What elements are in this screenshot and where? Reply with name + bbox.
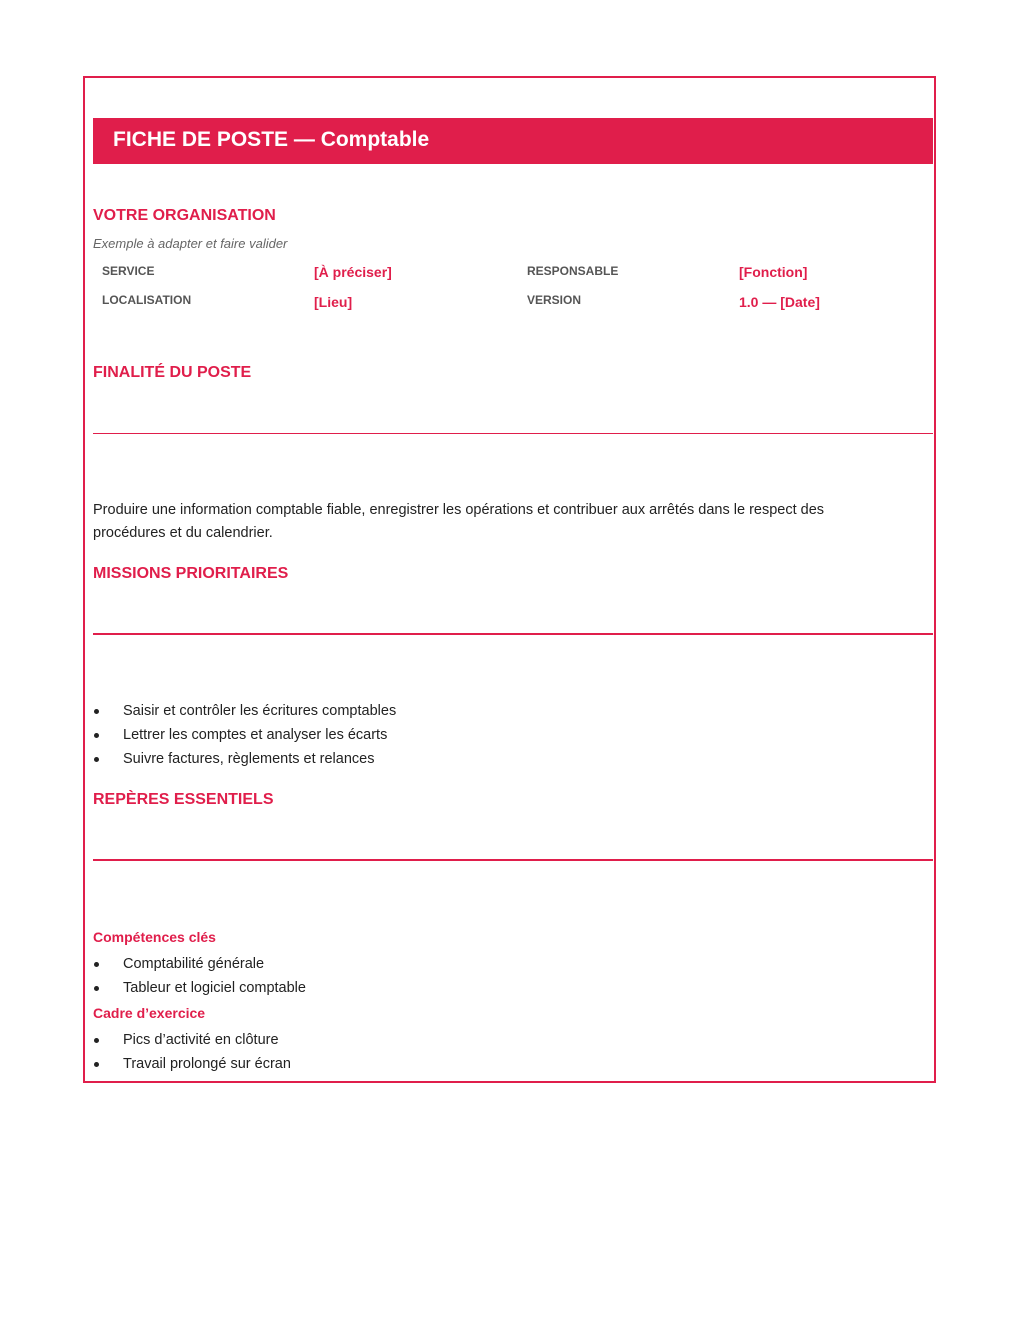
- list-item: [93, 699, 396, 723]
- bullet-icon: [94, 1038, 99, 1043]
- section-divider: [93, 859, 933, 861]
- missions-heading: MISSIONS PRIORITAIRES: [93, 565, 289, 582]
- bullet-icon: [94, 986, 99, 991]
- page-title: FICHE DE POSTE — Comptable: [113, 128, 430, 151]
- localisation-value: [Lieu]: [314, 294, 353, 310]
- bullet-icon: [94, 757, 99, 762]
- section-divider: [93, 433, 933, 434]
- bullet-icon: [94, 733, 99, 738]
- competences-list: [93, 952, 306, 1000]
- list-item: [93, 1028, 291, 1052]
- version-label: VERSION: [527, 293, 582, 307]
- list-item-text: Lettrer les comptes et analyser les écarts: [123, 727, 388, 743]
- list-item-text: Travail prolongé sur écran: [123, 1056, 291, 1072]
- service-value: [À préciser]: [314, 264, 392, 280]
- list-item: [93, 1052, 291, 1076]
- bullet-icon: [94, 709, 99, 714]
- finalite-text: Produire une information comptable fiable, enregistrer les opérations et contribuer aux arrêtés dans le respect des procédures et du calendrier.: [93, 502, 825, 541]
- finalite-heading: FINALITÉ DU POSTE: [93, 364, 252, 381]
- version-value: 1.0 — [Date]: [739, 294, 820, 310]
- list-item: [93, 952, 306, 976]
- reperes-heading: REPÈRES ESSENTIELS: [93, 791, 274, 808]
- list-item-text: Pics d’activité en clôture: [123, 1032, 279, 1048]
- list-item: [93, 747, 396, 771]
- responsable-value: [Fonction]: [739, 264, 808, 280]
- bullet-icon: [94, 1062, 99, 1067]
- organisation-subtitle: Exemple à adapter et faire valider: [93, 236, 288, 251]
- responsable-label: RESPONSABLE: [527, 264, 619, 278]
- localisation-label: LOCALISATION: [102, 293, 192, 307]
- list-item-text: Tableur et logiciel comptable: [123, 980, 306, 996]
- list-item-text: Comptabilité générale: [123, 956, 265, 972]
- organisation-heading: VOTRE ORGANISATION: [93, 207, 276, 224]
- competences-heading: Compétences clés: [93, 929, 216, 945]
- cadre-list: [93, 1028, 291, 1076]
- list-item: [93, 976, 306, 1000]
- service-label: SERVICE: [102, 264, 155, 278]
- list-item: [93, 723, 396, 747]
- title-banner: [93, 118, 933, 164]
- missions-list: [93, 699, 396, 771]
- list-item-text: Suivre factures, règlements et relances: [123, 751, 375, 767]
- list-item-text: Saisir et contrôler les écritures comptables: [123, 703, 397, 719]
- section-divider: [93, 633, 933, 635]
- bullet-icon: [94, 962, 99, 967]
- cadre-heading: Cadre d’exercice: [93, 1005, 206, 1021]
